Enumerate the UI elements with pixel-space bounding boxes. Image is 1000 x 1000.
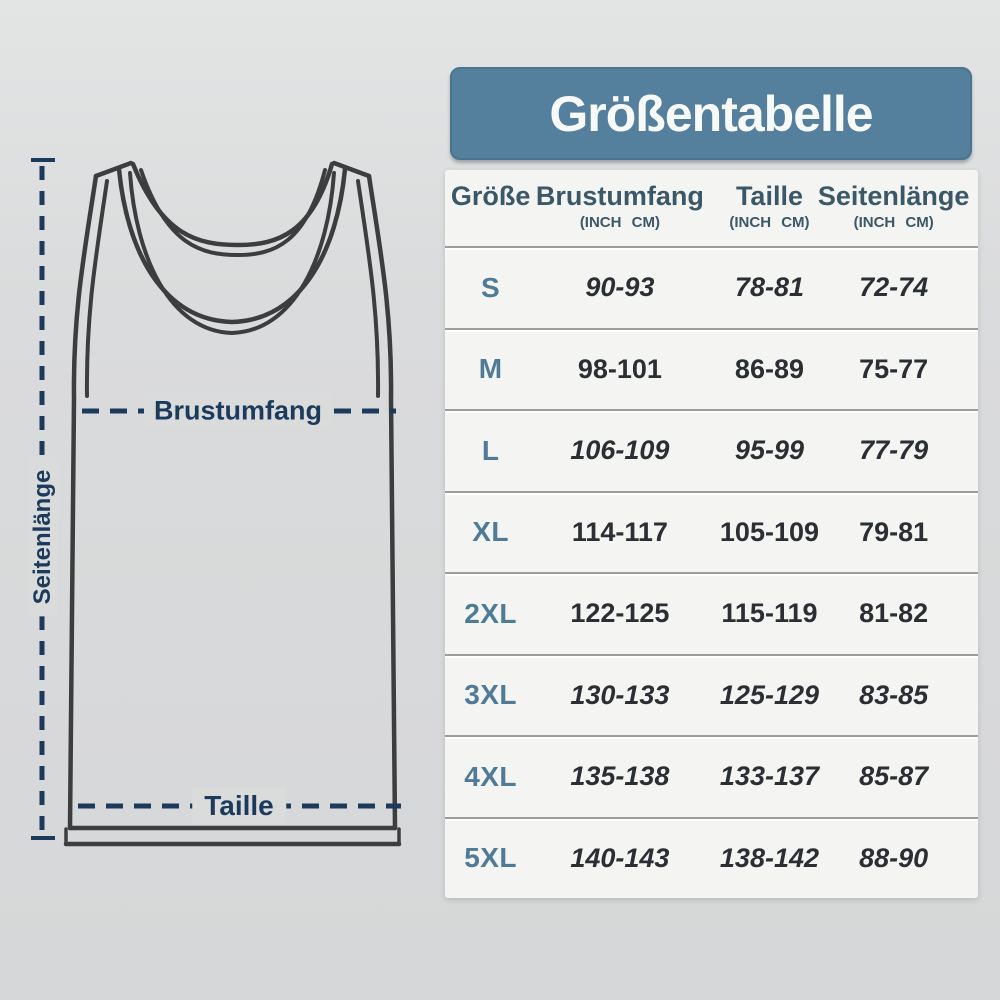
size-table [445,170,978,898]
waist-value-cell: 138-142 [719,842,819,873]
chest-value-cell: 114-117 [571,516,668,547]
header-side-length-column [817,181,970,246]
size-cell: L [481,434,500,466]
size-cell: 5XL [464,842,518,874]
chest-value-cell: 106-109 [570,435,670,466]
right-armhole-edge [369,176,395,828]
waist-measure-label: Taille [192,788,286,824]
size-table-header [445,170,978,246]
header-side-length-sub: (INCH CM) [853,213,934,231]
waist-value-cell: 78-81 [734,272,804,303]
right-strap-top-edge [334,163,369,176]
waist-value-cell: 125-129 [719,679,819,710]
header-chest-sub: (INCH CM) [579,213,660,231]
header-size-column [445,182,536,246]
side-length-measure-label: Seitenlänge [28,458,58,617]
side-length-value-cell: 81-82 [859,598,929,629]
chest-measure-label: Brustumfang [144,394,332,429]
side-length-value-cell: 77-79 [859,435,929,466]
left-armhole-trim [87,181,107,396]
size-cell: M [478,353,503,385]
side-length-value-cell: 72-74 [859,272,929,303]
side-length-value-cell: 83-85 [859,679,929,710]
header-size-label: Größe [450,181,531,211]
right-armhole-trim [358,181,378,396]
table-title-banner [450,67,972,160]
waist-value-cell: 105-109 [719,516,819,547]
size-table-body [445,246,978,898]
header-waist-label: Taille [735,181,803,211]
table-row [445,654,978,736]
front-neckline-edge [119,169,345,322]
side-length-value-cell: 79-81 [859,516,929,547]
chest-value-cell: 98-101 [577,353,662,384]
front-neckline-band [130,173,334,333]
chest-value-cell: 90-93 [585,272,655,303]
table-row [445,246,978,328]
table-row [445,491,978,573]
left-strap-top-edge [96,163,131,176]
waist-value-cell: 86-89 [734,353,804,384]
table-row [445,572,978,654]
size-cell: S [481,271,501,303]
back-collar-edge [133,164,332,245]
waist-value-cell: 133-137 [719,761,819,792]
header-waist-sub: (INCH CM) [729,213,810,231]
table-row [445,409,978,491]
table-row [445,817,978,899]
size-cell: XL [472,516,510,548]
header-chest-column [536,182,703,246]
size-cell: 2XL [464,597,518,629]
chest-value-cell: 122-125 [570,598,670,629]
side-length-value-cell: 88-90 [859,842,929,873]
chest-value-cell: 140-143 [570,842,670,873]
header-waist-column [704,182,836,246]
table-title: Größentabelle [549,85,873,142]
size-cell: 3XL [464,679,518,711]
side-length-value-cell: 75-77 [859,353,929,384]
size-cell: 4XL [464,760,518,792]
left-armhole-edge [70,176,96,828]
header-chest-label: Brustumfang [535,181,704,211]
back-collar-band [141,170,325,255]
waist-value-cell: 115-119 [721,598,818,629]
chest-value-cell: 135-138 [570,761,670,792]
chest-value-cell: 130-133 [570,679,670,710]
table-row [445,328,978,410]
side-length-value-cell: 85-87 [859,761,929,792]
header-side-length-label: Seitenlänge [817,181,970,211]
table-row [445,735,978,817]
waist-value-cell: 95-99 [734,435,804,466]
